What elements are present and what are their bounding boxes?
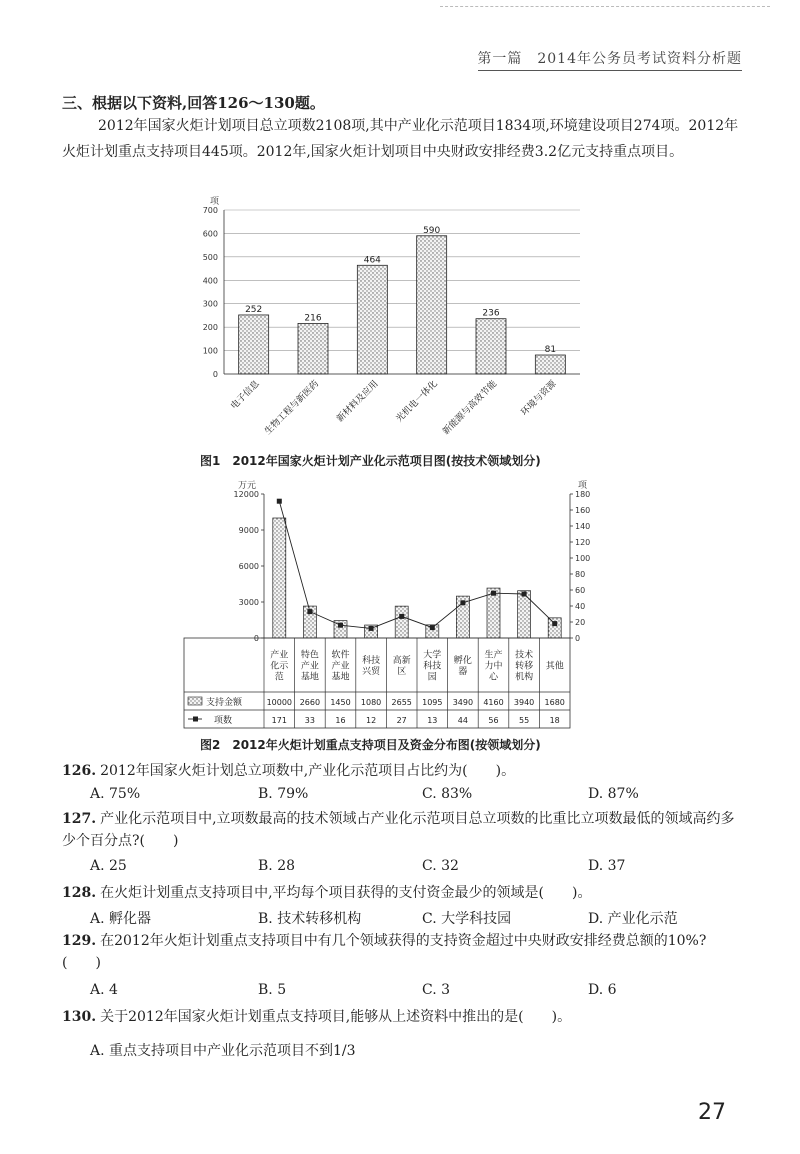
fig2-left-tick: 12000	[233, 490, 259, 499]
fig2-count-label: 27	[396, 716, 407, 725]
fig1-y-tick: 100	[202, 346, 218, 356]
fig1-y-tick: 700	[202, 206, 218, 215]
option-b[interactable]: B. 技术转移机构	[258, 911, 362, 927]
question-text: 产业化示范项目中,立项数最高的技术领域占产业化示范项目总立项数的比重比立项数最低的领域高约多少个百分点?( )	[62, 811, 735, 849]
fig2-table-border	[184, 638, 570, 728]
fig1-data-label: 590	[423, 225, 441, 236]
fig1-category-label: 新材料及应用	[335, 379, 381, 425]
question-text: 2012年国家火炬计划总立项数中,产业化示范项目占比约为( )。	[100, 763, 516, 779]
fig1-bar	[417, 236, 447, 374]
fig2-money-label: 10000	[266, 698, 293, 707]
options-128	[90, 908, 740, 928]
fig2-right-tick: 80	[575, 570, 586, 579]
fig2-count-line	[279, 501, 554, 628]
fig2-count-marker	[430, 625, 435, 630]
fig1-y-tick: 400	[202, 276, 218, 286]
fig2-right-tick: 20	[575, 618, 586, 627]
fig1-bar	[535, 355, 565, 374]
fig2-count-label: 12	[366, 716, 377, 725]
fig2-bar	[548, 618, 561, 638]
fig2-count-label: 56	[488, 716, 499, 725]
fig2-money-label: 2660	[299, 698, 321, 707]
question-number: 127.	[62, 811, 97, 827]
fig1-y-tick: 300	[202, 299, 218, 309]
fig2-right-tick: 140	[575, 522, 591, 531]
figure2-combo-chart	[180, 478, 600, 736]
fig1-y-tick: 200	[202, 323, 218, 333]
fig2-count-marker	[338, 623, 343, 628]
section-title: 三、根据以下资料,回答126～130题。	[62, 94, 325, 112]
option-d[interactable]: D. 87%	[588, 786, 639, 802]
fig2-category-label: 其他	[545, 661, 564, 672]
fig2-right-tick: 120	[575, 538, 591, 547]
question-number: 128.	[62, 885, 97, 901]
option-c[interactable]: C. 83%	[422, 786, 473, 802]
options-127	[90, 858, 740, 878]
fig2-category-label: 大学科技园	[423, 650, 442, 683]
fig2-left-tick: 9000	[238, 526, 259, 535]
question-number: 130.	[62, 1009, 97, 1025]
fig2-category-label: 孵化器	[453, 656, 472, 677]
question-129	[62, 930, 742, 974]
fig2-legend-marker	[193, 717, 198, 722]
question-text: 在2012年火炬计划重点支持项目中有几个领域获得的支持资金超过中央财政安排经费总额的10%?( )	[62, 933, 707, 971]
fig2-count-marker	[491, 591, 496, 596]
fig1-data-label: 216	[304, 313, 322, 324]
fig2-count-marker	[522, 592, 527, 597]
page-number: 27	[698, 1100, 726, 1125]
fig1-data-label: 81	[544, 345, 557, 356]
fig1-bar	[239, 315, 269, 374]
fig2-right-tick: 100	[575, 554, 591, 563]
option-d[interactable]: D. 产业化示范	[588, 911, 678, 927]
option-c[interactable]: C. 3	[422, 982, 451, 998]
fig1-category-label: 新能源与高效节能	[441, 379, 500, 438]
fig2-money-label: 2655	[391, 698, 412, 707]
question-text: 在火炬计划重点支持项目中,平均每个项目获得的支付资金最少的领域是( )。	[100, 885, 592, 901]
fig2-category-label: 产业化示范	[270, 650, 289, 683]
fig2-count-marker	[399, 614, 404, 619]
fig2-count-label: 18	[549, 716, 560, 725]
fig1-category-label: 生物工程与新医药	[263, 379, 322, 438]
option-a[interactable]: A. 重点支持项目中产业化示范项目不到1/3	[90, 1043, 356, 1059]
fig2-left-tick: 6000	[238, 562, 259, 571]
question-126	[62, 760, 742, 782]
fig1-y-tick: 0	[212, 370, 218, 379]
figure1-caption: 图1 2012年国家火炬计划产业化示范项目图(按技术领域划分)	[200, 454, 541, 468]
fig2-category-label: 生产力中心	[484, 650, 503, 683]
option-d[interactable]: D. 6	[588, 982, 617, 998]
fig2-count-marker	[277, 499, 282, 504]
option-c[interactable]: C. 32	[422, 858, 459, 874]
fig2-bar	[273, 518, 286, 638]
fig2-money-label: 1680	[544, 698, 565, 707]
top-dashed-line	[440, 6, 770, 7]
fig2-left-tick: 3000	[238, 598, 259, 607]
fig1-category-label: 环境与资源	[519, 379, 559, 418]
fig2-right-tick: 180	[575, 490, 591, 499]
fig2-right-tick: 160	[575, 506, 591, 515]
option-a[interactable]: A. 75%	[90, 786, 141, 802]
fig2-right-tick: 60	[575, 586, 586, 595]
header-rule	[478, 70, 742, 71]
question-number: 129.	[62, 933, 97, 949]
figure1-bar-chart	[180, 196, 600, 446]
fig2-bar	[395, 606, 408, 638]
fig1-y-tick: 500	[202, 252, 218, 262]
fig1-bar	[476, 319, 506, 374]
fig2-count-marker	[460, 600, 465, 605]
option-d[interactable]: D. 37	[588, 858, 626, 874]
option-a[interactable]: A. 孵化器	[90, 911, 152, 927]
fig1-bar	[357, 265, 387, 374]
fig2-category-label: 技术转移机构	[515, 650, 534, 683]
fig2-right-tick: 0	[575, 634, 581, 643]
fig2-right-tick: 40	[575, 602, 586, 611]
fig1-y-unit: 项	[210, 197, 220, 207]
fig2-money-label: 1450	[330, 698, 351, 707]
options-130	[90, 1040, 740, 1060]
fig2-category-label: 高新区	[392, 656, 411, 677]
fig2-right-unit: 项	[578, 481, 588, 491]
option-b[interactable]: B. 79%	[258, 786, 309, 802]
fig1-data-label: 236	[482, 308, 500, 319]
figure2-caption: 图2 2012年火炬计划重点支持项目及资金分布图(按领域划分)	[200, 738, 541, 752]
question-127	[62, 808, 742, 852]
fig2-count-marker	[369, 626, 374, 631]
options-126	[90, 786, 740, 806]
option-c[interactable]: C. 大学科技园	[422, 911, 512, 927]
fig2-money-label: 3940	[513, 698, 535, 707]
fig2-legend-count: 项数	[214, 716, 233, 726]
fig1-y-tick: 600	[202, 229, 218, 239]
fig2-count-label: 171	[271, 716, 287, 725]
fig2-count-label: 13	[427, 716, 438, 725]
fig1-bar	[298, 323, 328, 374]
fig2-count-label: 44	[457, 716, 468, 725]
fig2-legend-bar-swatch	[188, 697, 202, 705]
fig2-count-marker	[307, 609, 312, 614]
fig2-count-label: 16	[335, 716, 346, 725]
fig1-data-label: 252	[245, 304, 263, 315]
fig2-legend-money: 支持金额	[206, 698, 243, 708]
fig2-left-unit: 万元	[238, 481, 257, 491]
fig2-category-label: 科技兴贸	[362, 656, 381, 677]
option-b[interactable]: B. 28	[258, 858, 296, 874]
question-128	[62, 882, 742, 904]
fig2-money-label: 3490	[452, 698, 474, 707]
question-text: 关于2012年国家火炬计划重点支持项目,能够从上述资料中推出的是( )。	[100, 1009, 572, 1025]
fig1-data-label: 464	[363, 255, 381, 266]
fig2-count-marker	[552, 621, 557, 626]
option-b[interactable]: B. 5	[258, 982, 287, 998]
fig2-money-label: 1080	[360, 698, 382, 707]
page-header: 第一篇 2014年公务员考试资料分析题	[477, 51, 742, 67]
fig2-count-label: 33	[304, 716, 315, 725]
intro-paragraph: 2012年国家火炬计划项目总立项数2108项,其中产业化示范项目1834项,环境建设项目274项。2012年火炬计划重点支持项目445项。2012年,国家火炬计划项目中央财政安排经费3.2亿元支持重点项目。	[62, 118, 739, 160]
options-129	[90, 982, 740, 1002]
fig2-category-label: 软件产业基地	[331, 650, 350, 683]
fig2-category-label: 特色产业基地	[300, 650, 319, 683]
fig2-money-label: 4160	[483, 698, 504, 707]
question-number: 126.	[62, 763, 97, 779]
fig1-category-label: 光机电一体化	[394, 379, 440, 425]
fig2-count-label: 55	[519, 716, 530, 725]
fig2-left-tick: 0	[253, 634, 259, 643]
question-130	[62, 1006, 742, 1028]
option-a[interactable]: A. 4	[90, 982, 118, 998]
fig1-category-label: 电子信息	[229, 379, 262, 412]
fig2-money-label: 1095	[422, 698, 443, 707]
option-a[interactable]: A. 25	[90, 858, 127, 874]
